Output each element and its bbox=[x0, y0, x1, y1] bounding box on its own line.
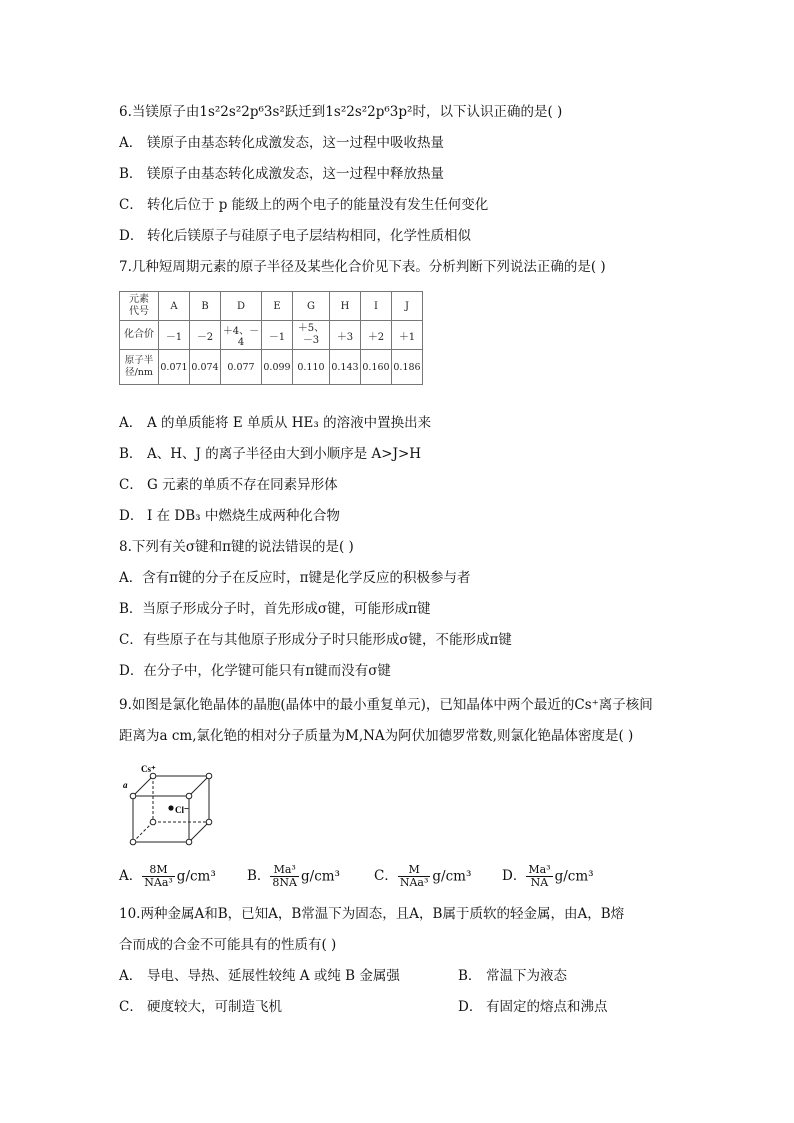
table-cell: ＋5、－3 bbox=[293, 321, 330, 350]
table-cell: －2 bbox=[190, 321, 221, 350]
table-cell: D bbox=[221, 292, 262, 321]
table-cell: 0.099 bbox=[262, 350, 293, 385]
table-cell: ＋1 bbox=[392, 321, 423, 350]
table-cell: B bbox=[190, 292, 221, 321]
table-cell: 0.077 bbox=[221, 350, 262, 385]
q9-option-d: D． $\frac{\text{Ma³}}{NA}$ g/cm³ bbox=[502, 863, 594, 889]
table-cell: E bbox=[262, 292, 293, 321]
q6-option-d: D． 转化后镁原子与硅原子电子层结构相同，化学性质相似 bbox=[119, 228, 471, 244]
q10-option-d: D． 有固定的熔点和沸点 bbox=[458, 999, 608, 1015]
q10-option-a: A． 导电、导热、延展性较纯 A 或纯 B 金属强 bbox=[119, 968, 400, 984]
q9-option-a: A． $\frac{8M}{\text{NAa³}}$ g/cm³ bbox=[119, 863, 216, 889]
table-cell: －1 bbox=[262, 321, 293, 350]
table-cell: 0.110 bbox=[293, 350, 330, 385]
q6-option-a: A． 镁原子由基态转化成激发态，这一过程中吸收热量 bbox=[119, 135, 444, 151]
q8-option-c: C．有些原子在与其他原子形成分子时只能形成σ键，不能形成π键 bbox=[119, 632, 512, 648]
q7-option-a: A． A 的单质能将 E 单质从 HE₃ 的溶液中置换出来 bbox=[119, 415, 432, 431]
table-cell: ＋3 bbox=[330, 321, 361, 350]
q7-option-c: C． G 元素的单质不存在同素异形体 bbox=[119, 477, 338, 493]
table-cell: 0.186 bbox=[392, 350, 423, 385]
q9-option-c: C． $\frac{M}{\text{NAa³}}$ g/cm³ bbox=[374, 863, 472, 889]
table-cell: －1 bbox=[159, 321, 190, 350]
q8-option-b: B．当原子形成分子时，首先形成σ键，可能形成π键 bbox=[119, 601, 431, 617]
a-edge-label: a bbox=[123, 780, 128, 790]
q8-stem: 8.下列有关σ键和π键的说法错误的是( ) bbox=[119, 539, 354, 555]
q7-stem: 7.几种短周期元素的原子半径及某些化合价见下表。分析判断下列说法正确的是( ) bbox=[119, 259, 606, 275]
q9-stem-line1: 9.如图是氯化铯晶体的晶胞(晶体中的最小重复单元)，已知晶体中两个最近的Cs⁺离子核间 bbox=[119, 697, 653, 713]
q8-option-d: D．在分子中，化学键可能只有π键而没有σ键 bbox=[119, 663, 391, 679]
table-cell: J bbox=[392, 292, 423, 321]
table-cell: 0.160 bbox=[361, 350, 392, 385]
table-cell: 0.074 bbox=[190, 350, 221, 385]
element-table bbox=[119, 291, 423, 385]
cl-ion-label: Cl⁻ bbox=[175, 805, 189, 815]
table-cell: I bbox=[361, 292, 392, 321]
q10-option-c: C． 硬度较大，可制造飞机 bbox=[119, 999, 282, 1015]
table-header-valence: 化合价 bbox=[120, 321, 159, 350]
q6-option-c: C． 转化后位于 p 能级上的两个电子的能量没有发生任何变化 bbox=[119, 197, 489, 213]
table-cell: ＋2 bbox=[361, 321, 392, 350]
table-cell: H bbox=[330, 292, 361, 321]
cs-ion-label: Cs⁺ bbox=[141, 764, 156, 774]
table-cell: A bbox=[159, 292, 190, 321]
table-cell: 0.071 bbox=[159, 350, 190, 385]
q10-stem-line2: 合而成的合金不可能具有的性质有( ) bbox=[119, 937, 337, 953]
q6-stem: 6.当镁原子由1s²2s²2p⁶3s²跃迁到1s²2s²2p⁶3p²时，以下认识正确的是( ) bbox=[119, 104, 563, 120]
table-header-radius: 原子半 径/nm bbox=[120, 350, 159, 385]
q10-option-b: B． 常温下为液态 bbox=[458, 968, 567, 984]
table-header-element: 元素 代号 bbox=[120, 292, 159, 321]
q6-option-b: B． 镁原子由基态转化成激发态，这一过程中释放热量 bbox=[119, 166, 444, 182]
table-cell: 0.143 bbox=[330, 350, 361, 385]
q9-option-b: B． $\frac{\text{Ma³}}{8NA}$ g/cm³ bbox=[247, 863, 340, 889]
q7-option-d: D． I 在 DB₃ 中燃烧生成两种化合物 bbox=[119, 508, 340, 524]
q8-option-a: A．含有π键的分子在反应时，π键是化学反应的积极参与者 bbox=[119, 570, 471, 586]
table-cell: ＋4、－4 bbox=[221, 321, 262, 350]
q10-stem-line1: 10.两种金属A和B，已知A，B常温下为固态，且A，B属于质软的轻金属，由A，B熔 bbox=[119, 906, 625, 922]
cl-ion-dot bbox=[168, 805, 173, 810]
q7-option-b: B． A、H、J 的离子半径由大到小顺序是 A>J>H bbox=[119, 446, 422, 462]
q9-stem-line2: 距离为a cm,氯化铯的相对分子质量为M,NA为阿伏加德罗常数,则氯化铯晶体密度是( ) bbox=[119, 728, 634, 744]
table-cell: G bbox=[293, 292, 330, 321]
